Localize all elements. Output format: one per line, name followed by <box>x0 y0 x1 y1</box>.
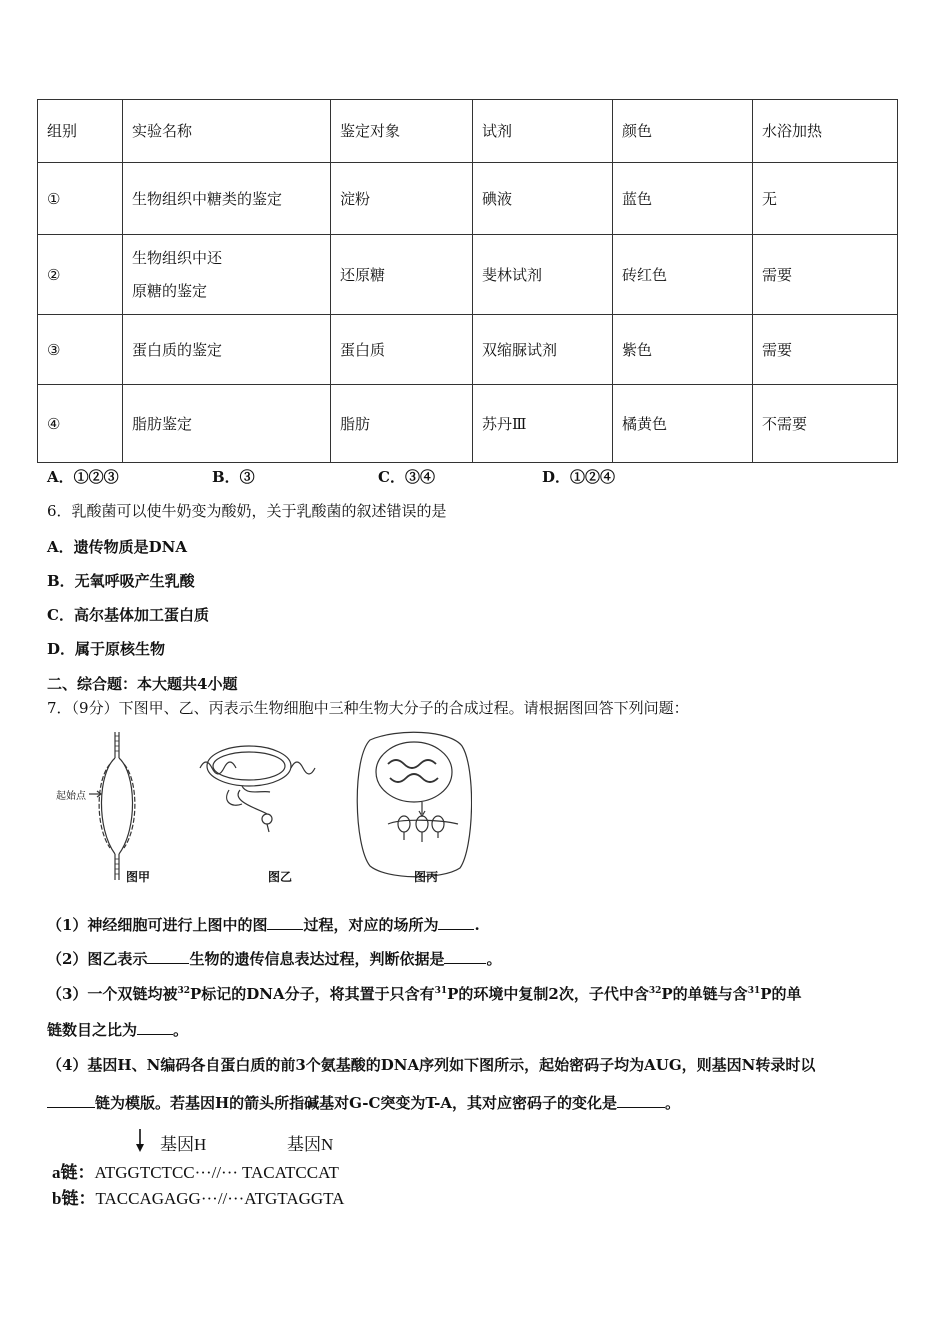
answer-blank[interactable] <box>444 949 486 964</box>
header-cell: 鉴定对象 <box>331 100 473 163</box>
text-segment: 生物的遗传信息表达过程，判断依据是 <box>189 950 445 968</box>
synthesis-figures <box>52 728 472 888</box>
q5-option-a[interactable]: A．①②③ <box>47 468 119 486</box>
answer-blank[interactable] <box>617 1093 665 1108</box>
strand-sequence: TACCAGAGG···//···ATGTAGGTA <box>95 1189 345 1208</box>
isotope-superscript: 32 <box>177 986 190 996</box>
text-segment: P的单链与含 <box>661 985 748 1003</box>
header-cell: 组别 <box>38 100 123 163</box>
gene-h-label: 基因H <box>160 1135 207 1154</box>
text-segment: P标记的DNA分子，将其置于只含有 <box>189 985 435 1003</box>
q7-sub4-line1: （4）基因H、N编码各自蛋白质的前3个氨基酸的DNA序列如下图所示，起始密码子均为AUG，则基因N转录时以 <box>47 1056 816 1074</box>
name-cell <box>123 235 331 315</box>
isotope-superscript: 31 <box>747 986 761 996</box>
q7-sub3-line2 <box>47 1019 188 1040</box>
q7-stem: 7．（9分）下图甲、乙、丙表示生物细胞中三种生物大分子的合成过程。请根据图回答下列问题： <box>47 699 689 717</box>
strand-label: a链： <box>52 1163 95 1182</box>
object-cell: 淀粉 <box>331 163 473 235</box>
text-segment: （2）图乙表示 <box>47 950 148 968</box>
group-cell: ③ <box>38 315 123 385</box>
strand-label: b链： <box>52 1189 96 1208</box>
b-strand <box>52 1184 344 1209</box>
header-cell: 颜色 <box>613 100 753 163</box>
text-segment: （3）一个双链均被 <box>47 985 178 1003</box>
isotope-superscript: 31 <box>434 986 448 996</box>
text-segment: . <box>474 916 480 934</box>
table-row <box>38 163 898 235</box>
header-cell: 试剂 <box>473 100 613 163</box>
group-cell: ① <box>38 163 123 235</box>
table-row <box>38 385 898 463</box>
reagent-cell: 碘液 <box>473 163 613 235</box>
q6-option-d[interactable]: D．属于原核生物 <box>47 640 166 658</box>
q7-sub2 <box>47 948 501 969</box>
reagent-cell: 苏丹Ⅲ <box>473 385 613 463</box>
q5-option-c[interactable]: C．③④ <box>378 468 435 486</box>
q5-option-d[interactable]: D．①②④ <box>542 468 616 486</box>
color-cell: 紫色 <box>613 315 753 385</box>
group-cell: ④ <box>38 385 123 463</box>
q7-sub4-line2 <box>47 1092 680 1113</box>
table-header-row <box>38 100 898 163</box>
table-row <box>38 315 898 385</box>
name-cell: 脂肪鉴定 <box>123 385 331 463</box>
a-strand <box>52 1158 339 1183</box>
q6-option-c[interactable]: C．高尔基体加工蛋白质 <box>47 606 209 624</box>
origin-label: 起始点 <box>56 791 86 802</box>
q7-sub1 <box>47 914 480 935</box>
text-segment: （1）神经细胞可进行上图中的图 <box>47 916 268 934</box>
q6-option-b[interactable]: B．无氧呼吸产生乳酸 <box>47 572 195 590</box>
color-cell: 蓝色 <box>613 163 753 235</box>
name-line: 生物组织中还 <box>132 248 223 267</box>
bath-cell: 需要 <box>753 315 898 385</box>
color-cell: 橘黄色 <box>613 385 753 463</box>
bath-cell: 不需要 <box>753 385 898 463</box>
figure-yi <box>200 746 315 832</box>
gene-n-label: 基因N <box>287 1135 334 1154</box>
experiment-table <box>37 99 898 463</box>
figure-jia-caption: 图甲 <box>126 870 151 884</box>
answer-blank[interactable] <box>47 1093 95 1108</box>
bath-cell: 需要 <box>753 235 898 315</box>
q7-sub3-line1 <box>47 983 802 1004</box>
reagent-cell: 双缩脲试剂 <box>473 315 613 385</box>
isotope-superscript: 32 <box>648 986 662 996</box>
figure-jia <box>89 732 135 880</box>
header-cell: 实验名称 <box>123 100 331 163</box>
text-segment: 。 <box>173 1021 189 1039</box>
q6-option-a[interactable]: A．遗传物质是DNA <box>47 538 187 556</box>
text-segment: 链为模版。若基因H的箭头所指碱基对G-C突变为T-A，其对应密码子的变化是 <box>95 1094 617 1112</box>
q5-option-b[interactable]: B．③ <box>212 468 255 486</box>
arrow-down-icon <box>134 1128 146 1154</box>
object-cell: 脂肪 <box>331 385 473 463</box>
section-heading: 二、综合题：本大题共4小题 <box>47 675 238 693</box>
figure-yi-caption: 图乙 <box>268 870 293 884</box>
answer-blank[interactable] <box>438 915 474 930</box>
object-cell: 还原糖 <box>331 235 473 315</box>
name-cell: 蛋白质的鉴定 <box>123 315 331 385</box>
text-segment: 。 <box>664 1094 680 1112</box>
text-segment: 。 <box>486 950 502 968</box>
answer-blank[interactable] <box>267 915 303 930</box>
bath-cell: 无 <box>753 163 898 235</box>
strand-sequence: ATGGTCTCC···//··· TACATCCAT <box>94 1163 339 1182</box>
figure-bing <box>357 732 471 876</box>
text-segment: 过程，对应的场所为 <box>303 916 439 934</box>
group-cell: ② <box>38 235 123 315</box>
name-line: 原糖的鉴定 <box>132 281 208 300</box>
answer-blank[interactable] <box>137 1020 173 1035</box>
name-cell: 生物组织中糖类的鉴定 <box>123 163 331 235</box>
answer-blank[interactable] <box>147 949 189 964</box>
table-row <box>38 235 898 315</box>
q6-stem: 6．乳酸菌可以使牛奶变为酸奶，关于乳酸菌的叙述错误的是 <box>47 502 447 520</box>
color-cell: 砖红色 <box>613 235 753 315</box>
text-segment: 链数目之比为 <box>47 1021 138 1039</box>
figure-bing-caption: 图丙 <box>414 870 439 884</box>
text-segment: P的单 <box>760 985 802 1003</box>
header-cell: 水浴加热 <box>753 100 898 163</box>
text-segment: P的环境中复制2次，子代中含 <box>447 985 649 1003</box>
object-cell: 蛋白质 <box>331 315 473 385</box>
reagent-cell: 斐林试剂 <box>473 235 613 315</box>
